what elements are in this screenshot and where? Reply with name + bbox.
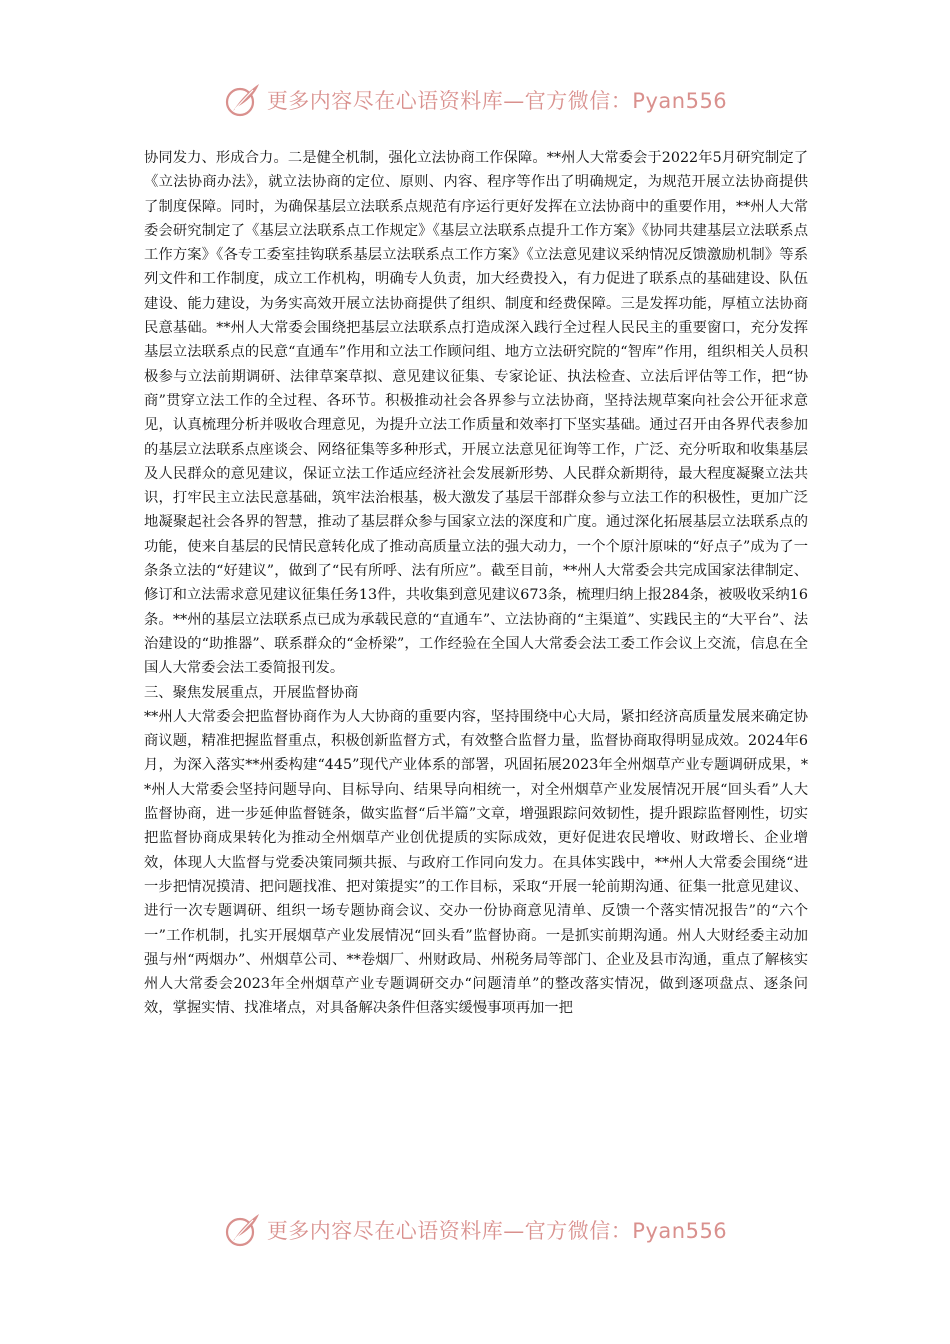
quill-logo-icon: [223, 80, 263, 120]
body-paragraph: **州人大常委会把监督协商作为人大协商的重要内容，坚持围绕中心大局，紧扣经济高质量发展来确定协商议题，精准把握监督重点，积极创新监督方式，有效整合监督力量，监督协商取得明显成效。2024年6月，为深入落实**州委构建“445”现代产业体系的部署，巩固拓展2023年全州烟草产业专题调研成果，**州人大常委会坚持问题导向、目标导向、结果导向相统一，对全州烟草产业发展情况开展“回头看”人大监督协商，进一步延伸监督链条，做实监督“后半篇”文章，增强跟踪问效韧性，提升跟踪监督刚性，切实把监督协商成果转化为推动全州烟草产业创优提质的实际成效，更好促进农民增收、财政增长、企业增效，体现人大监督与党委决策同频共振、与政府工作同向发力。在具体实践中，**州人大常委会围绕“进一步把情况摸清、把问题找准、把对策提实”的工作目标，采取“开展一轮前期沟通、征集一批意见建议、进行一次专题调研、组织一场专题协商会议、交办一份协商意见清单、反馈一个落实情况报告”的“六个一”工作机制，扎实开展烟草产业发展情况“回头看”监督协商。一是抓实前期沟通。州人大财经委主动加强与州“两烟办”、州烟草公司、**卷烟厂、州财政局、州税务局等部门、企业及县市沟通，重点了解核实州人大常委会2023年全州烟草产业专题调研交办“问题清单”的整改落实情况，做到逐项盘点、逐条问效，掌握实情、找准堵点，对具备解决条件但落实缓慢事项再加一把: [144, 708, 808, 1017]
footer-watermark-banner: [0, 1208, 950, 1252]
section-heading: 三、聚焦发展重点，开展监督协商: [144, 684, 359, 701]
header-watermark-banner: [0, 78, 950, 122]
watermark-text: 更多内容尽在心语资料库—官方微信：Pyan556: [266, 89, 728, 113]
watermark-text: 更多内容尽在心语资料库—官方微信：Pyan556: [266, 1219, 728, 1243]
body-paragraph: 协同发力、形成合力。二是健全机制，强化立法协商工作保障。**州人大常委会于2022年5月研究制定了《立法协商办法》，就立法协商的定位、原则、内容、程序等作出了明确规定，为规范开展立法协商提供了制度保障。同时，为确保基层立法联系点规范有序运行更好发挥在立法协商中的重要作用，**州人大常委会研究制定了《基层立法联系点工作规定》《基层立法联系点提升工作方案》《协同共建基层立法联系点工作方案》《各专工委室挂钩联系基层立法联系点工作方案》《立法意见建议采纳情况反馈激励机制》等系列文件和工作制度，成立工作机构，明确专人负责，加大经费投入，有力促进了联系点的基础建设、队伍建设、能力建设，为务实高效开展立法协商提供了组织、制度和经费保障。三是发挥功能，厚植立法协商民意基础。**州人大常委会围绕把基层立法联系点打造成深入践行全过程人民民主的重要窗口，充分发挥基层立法联系点的民意“直通车”作用和立法工作顾问组、地方立法研究院的“智库”作用，组织相关人员积极参与立法前期调研、法律草案草拟、意见建议征集、专家论证、执法检查、立法后评估等工作，把“协商”贯穿立法工作的全过程、各环节。积极推动社会各界参与立法协商，坚持法规草案向社会公开征求意见，认真梳理分析并吸收合理意见，为提升立法工作质量和效率打下坚实基础。通过召开由各界代表参加的基层立法联系点座谈会、网络征集等多种形式，开展立法意见征询等工作，广泛、充分听取和收集基层及人民群众的意见建议，保证立法工作适应经济社会发展新形势、人民群众新期待，最大程度凝聚立法共识，打牢民主立法民意基础，筑牢法治根基，极大激发了基层干部群众参与立法工作的积极性，更加广泛地凝聚起社会各界的智慧，推动了基层群众参与国家立法的深度和广度。通过深化拓展基层立法联系点的功能，使来自基层的民情民意转化成了推动高质量立法的强大动力，一个个原汁原味的“好点子”成为了一条条立法的“好建议”，做到了“民有所呼、法有所应”。截至目前，**州人大常委会共完成国家法律制定、修订和立法需求意见建议征集任务13件，共收集到意见建议673条，梳理归纳上报284条，被吸收采纳16条。**州的基层立法联系点已成为承载民意的“直通车”、立法协商的“主渠道”、实践民主的“大平台”、法治建设的“助推器”、联系群众的“金桥梁”，工作经验在全国人大常委会法工委工作会议上交流，信息在全国人大常委会法工委简报刊发。: [144, 150, 808, 677]
quill-logo-icon: [223, 1210, 263, 1250]
document-body: [144, 146, 808, 1021]
